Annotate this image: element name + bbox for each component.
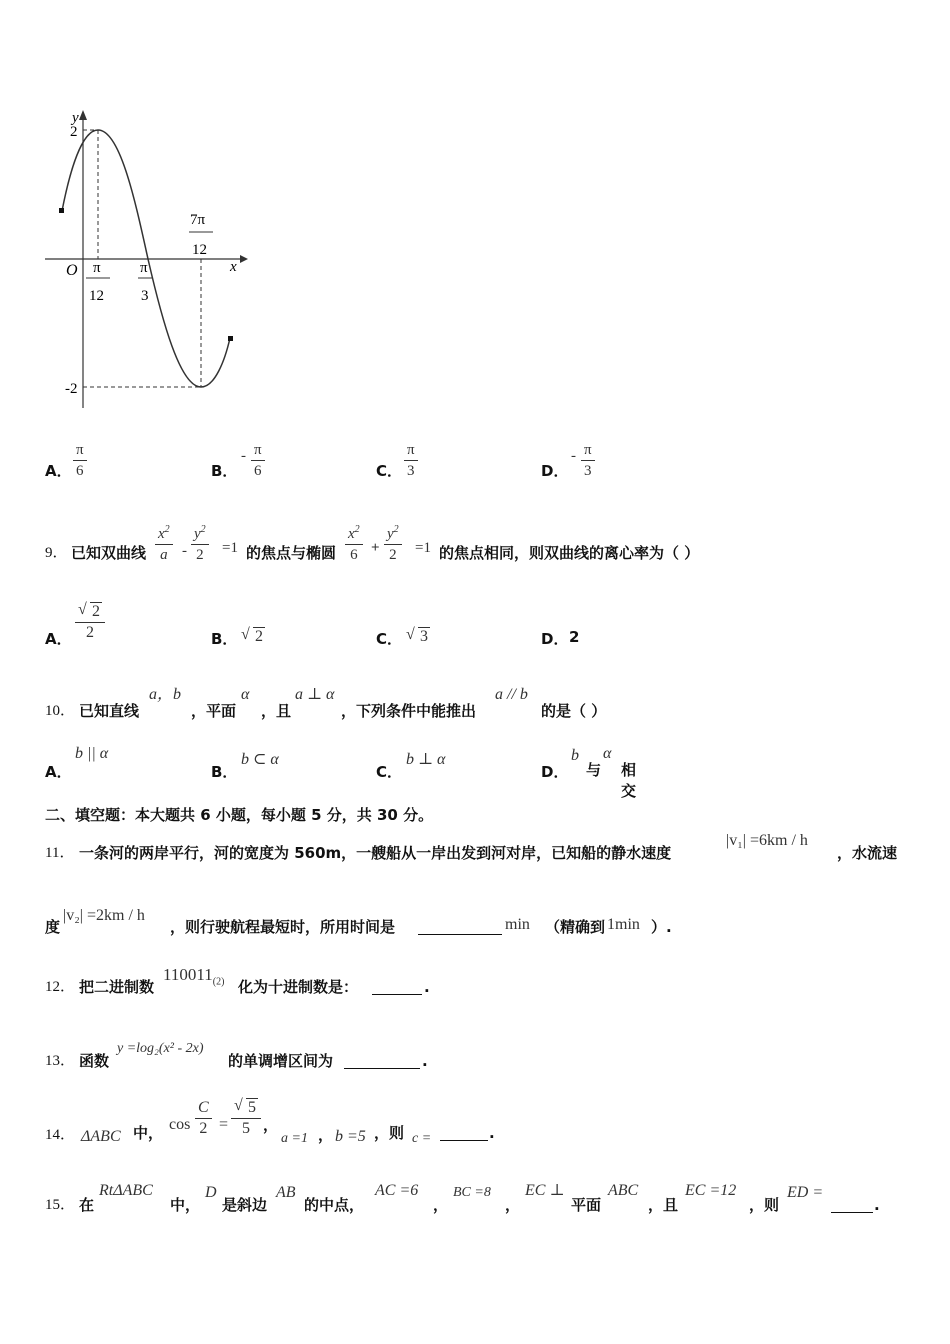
ellipse-term-x	[345, 520, 363, 565]
a-value: a =1	[281, 1131, 308, 1146]
separator: ，	[263, 1116, 279, 1134]
frac-den: 2	[86, 624, 94, 641]
option-fraction	[251, 440, 265, 481]
function-expr: y =log₂(x² - 2x)	[117, 1041, 204, 1056]
bc-value: BC =8	[453, 1185, 491, 1200]
frac-den: 2	[389, 547, 397, 563]
option-sign: -	[571, 448, 576, 464]
option-sqrt: √ 3	[406, 628, 430, 646]
question-text: 化为十进制数是：	[238, 978, 359, 996]
c-expr: c =	[412, 1131, 432, 1146]
option-label: A．	[45, 462, 72, 480]
question-number: 11．	[45, 845, 75, 861]
question-text: 已知双曲线	[71, 544, 147, 562]
frac-den: 3	[407, 463, 415, 479]
option-label: C．	[376, 630, 403, 648]
question-11	[45, 828, 925, 938]
option-math: b ⊂ α	[241, 751, 279, 768]
question-text: 函数	[79, 1052, 110, 1070]
hyperbola-minus: -	[182, 543, 187, 559]
tick-7pi12-num: 7π	[190, 212, 206, 228]
question-text: ，平面	[191, 702, 237, 720]
option-math: b ⊥ α	[406, 751, 446, 768]
condition-perp: a ⊥ α	[295, 686, 335, 703]
question-text: 已知直线	[79, 702, 140, 720]
option-label: C．	[376, 462, 403, 480]
question-text: 把二进制数	[79, 978, 155, 996]
question-15	[45, 1180, 925, 1220]
y-max-label: 2	[70, 124, 78, 140]
speed-v2: |v₂| =2km / h	[63, 907, 145, 924]
ed-expr: ED =	[787, 1184, 824, 1201]
question-end: .	[422, 1052, 428, 1070]
y-min-label: -2	[65, 381, 78, 397]
option-label: A．	[45, 630, 72, 648]
segment-ab: AB	[276, 1184, 296, 1201]
tick-7pi12-den: 12	[192, 242, 207, 258]
question-text: ，且	[261, 702, 292, 720]
question-end: .	[874, 1196, 880, 1214]
question-end: .	[424, 978, 430, 996]
question-text: 的焦点相同，则双曲线的离心率为（ ）	[439, 544, 700, 562]
frac-num: $y^2$	[191, 520, 209, 545]
speed-v1: |v₁| =6km / h	[726, 832, 808, 849]
question-9	[45, 520, 925, 570]
answer-blank[interactable]	[418, 920, 502, 935]
question-text: ，且	[648, 1196, 679, 1214]
binary-number: $110011_{(2)}$	[163, 965, 225, 988]
question-number: 12．	[45, 979, 76, 995]
sine-graph	[40, 100, 260, 420]
frac-den: 6	[254, 463, 262, 479]
frac-num: π	[251, 440, 265, 461]
question-number: 9．	[45, 545, 68, 561]
question-number: 13．	[45, 1053, 76, 1069]
option-fraction	[404, 440, 418, 481]
frac-den: 6	[76, 463, 84, 479]
question-text: 中，	[170, 1196, 201, 1214]
ellipse-eq: =1	[415, 540, 431, 556]
frac-num: √ 2	[75, 602, 105, 623]
origin-label: O	[66, 262, 78, 279]
question-text: ，水流速	[837, 844, 898, 862]
frac-den: a	[160, 547, 168, 563]
option-label: A．	[45, 763, 72, 781]
option-label: D．	[541, 630, 569, 648]
frac-den: 2	[196, 547, 204, 563]
curve-start-point	[59, 208, 64, 213]
question-number: 10．	[45, 703, 76, 719]
option-label: B．	[211, 763, 238, 781]
question-text: 的中点，	[304, 1196, 365, 1214]
question-text: ，则	[749, 1196, 780, 1214]
question-text: ，则行驶航程最短时，所用时间是	[170, 918, 396, 936]
separator: ，	[505, 1196, 521, 1214]
question-text: 度	[45, 918, 61, 936]
question-text: ，则	[374, 1124, 405, 1142]
hyperbola-eq: =1	[222, 540, 238, 556]
option-math: b || α	[75, 745, 109, 762]
frac-num: $x^2$	[345, 520, 363, 545]
frac-den: 3	[584, 463, 592, 479]
option-value: 2	[569, 628, 580, 646]
tick-pi3-num: π	[140, 260, 148, 276]
section-title: 二、填空题：本大题共 6 小题，每小题 5 分，共 30 分。	[45, 806, 434, 824]
option-label: C．	[376, 763, 403, 781]
option-math: b	[571, 747, 579, 764]
frac-num: $y^2$	[384, 520, 402, 545]
option-text: 相交	[621, 761, 637, 800]
frac-num: π	[581, 440, 595, 461]
triangle-abc: ΔABC	[81, 1128, 121, 1145]
question-text: 的焦点与椭圆	[246, 544, 337, 562]
question-10	[45, 684, 925, 724]
y-axis-label: y	[72, 110, 79, 126]
frac-den: 5	[242, 1120, 250, 1137]
q8-options	[45, 440, 925, 490]
option-fraction	[581, 440, 595, 481]
question-text: 是斜边	[222, 1196, 268, 1214]
x-axis-arrow-icon	[240, 255, 248, 263]
q9-options	[45, 600, 925, 660]
frac-num: √ 5	[231, 1098, 261, 1119]
curve-end-point	[228, 336, 233, 341]
frac-den: 6	[350, 547, 358, 563]
question-text: 平面	[571, 1196, 602, 1214]
equals: =	[219, 1116, 229, 1133]
tick-pi3-den: 3	[141, 288, 149, 304]
x-axis-label: x	[230, 259, 237, 275]
ellipse-plus: +	[371, 540, 380, 556]
question-number: 14．	[45, 1127, 76, 1143]
tick-pi12-num: π	[93, 260, 101, 276]
lines-ab: a，b	[149, 686, 182, 703]
tick-pi12-den: 12	[89, 288, 104, 304]
option-fraction	[73, 440, 87, 481]
separator: ，	[318, 1126, 334, 1144]
answer-blank[interactable]	[372, 980, 422, 995]
y-axis-arrow-icon	[79, 110, 87, 120]
question-text: 的单调增区间为	[228, 1052, 334, 1070]
ec-perp: EC ⊥	[525, 1182, 565, 1199]
frac-num: $x^2$	[155, 520, 173, 545]
option-text: 与	[586, 761, 602, 779]
answer-blank[interactable]	[831, 1198, 873, 1213]
frac-num: π	[404, 440, 418, 461]
option-sign: -	[241, 448, 246, 464]
question-13	[45, 1038, 925, 1078]
question-text: 的是（ ）	[541, 702, 607, 720]
question-number: 15．	[45, 1197, 76, 1213]
option-label: B．	[211, 462, 238, 480]
question-text: 一条河的两岸平行，河的宽度为 560m，一艘船从一岸出发到河对岸，已知船的静水速度	[79, 844, 672, 862]
question-text: 中，	[133, 1124, 164, 1142]
cos-label: cos	[169, 1116, 191, 1133]
frac-num: C	[195, 1098, 212, 1119]
question-text: ，下列条件中能推出	[341, 702, 477, 720]
frac-den: 2	[199, 1120, 208, 1137]
precision: 1min	[607, 916, 640, 933]
question-text: 在	[79, 1196, 95, 1214]
unit-min: min	[505, 916, 530, 933]
question-text: ）.	[651, 918, 672, 936]
b-value: b =5	[335, 1128, 366, 1145]
answer-blank[interactable]	[344, 1054, 420, 1069]
hyperbola-term-y	[191, 520, 209, 565]
frac-num: π	[73, 440, 87, 461]
option-fraction	[75, 602, 105, 643]
separator: ，	[433, 1196, 449, 1214]
option-math: α	[603, 745, 612, 762]
option-label: D．	[541, 763, 569, 781]
plane-abc: ABC	[608, 1182, 639, 1199]
right-triangle: RtΔABC	[99, 1182, 153, 1199]
question-text: （精确到	[545, 918, 606, 936]
option-label: B．	[211, 630, 238, 648]
question-12	[45, 964, 925, 1004]
question-end: .	[489, 1124, 495, 1142]
ec-value: EC =12	[685, 1182, 737, 1199]
ellipse-term-y	[384, 520, 402, 565]
cos-fraction	[195, 1098, 212, 1139]
point-d: D	[205, 1184, 217, 1201]
option-label: D．	[541, 462, 569, 480]
sqrt-fraction	[231, 1098, 261, 1139]
question-14	[45, 1098, 925, 1150]
conclusion-parallel: a // b	[495, 686, 528, 703]
plane-alpha: α	[241, 686, 250, 703]
hyperbola-term-x	[155, 520, 173, 565]
answer-blank[interactable]	[440, 1126, 488, 1141]
ac-value: AC =6	[375, 1182, 419, 1199]
q10-options	[45, 745, 925, 800]
option-sqrt: √ 2	[241, 628, 265, 646]
